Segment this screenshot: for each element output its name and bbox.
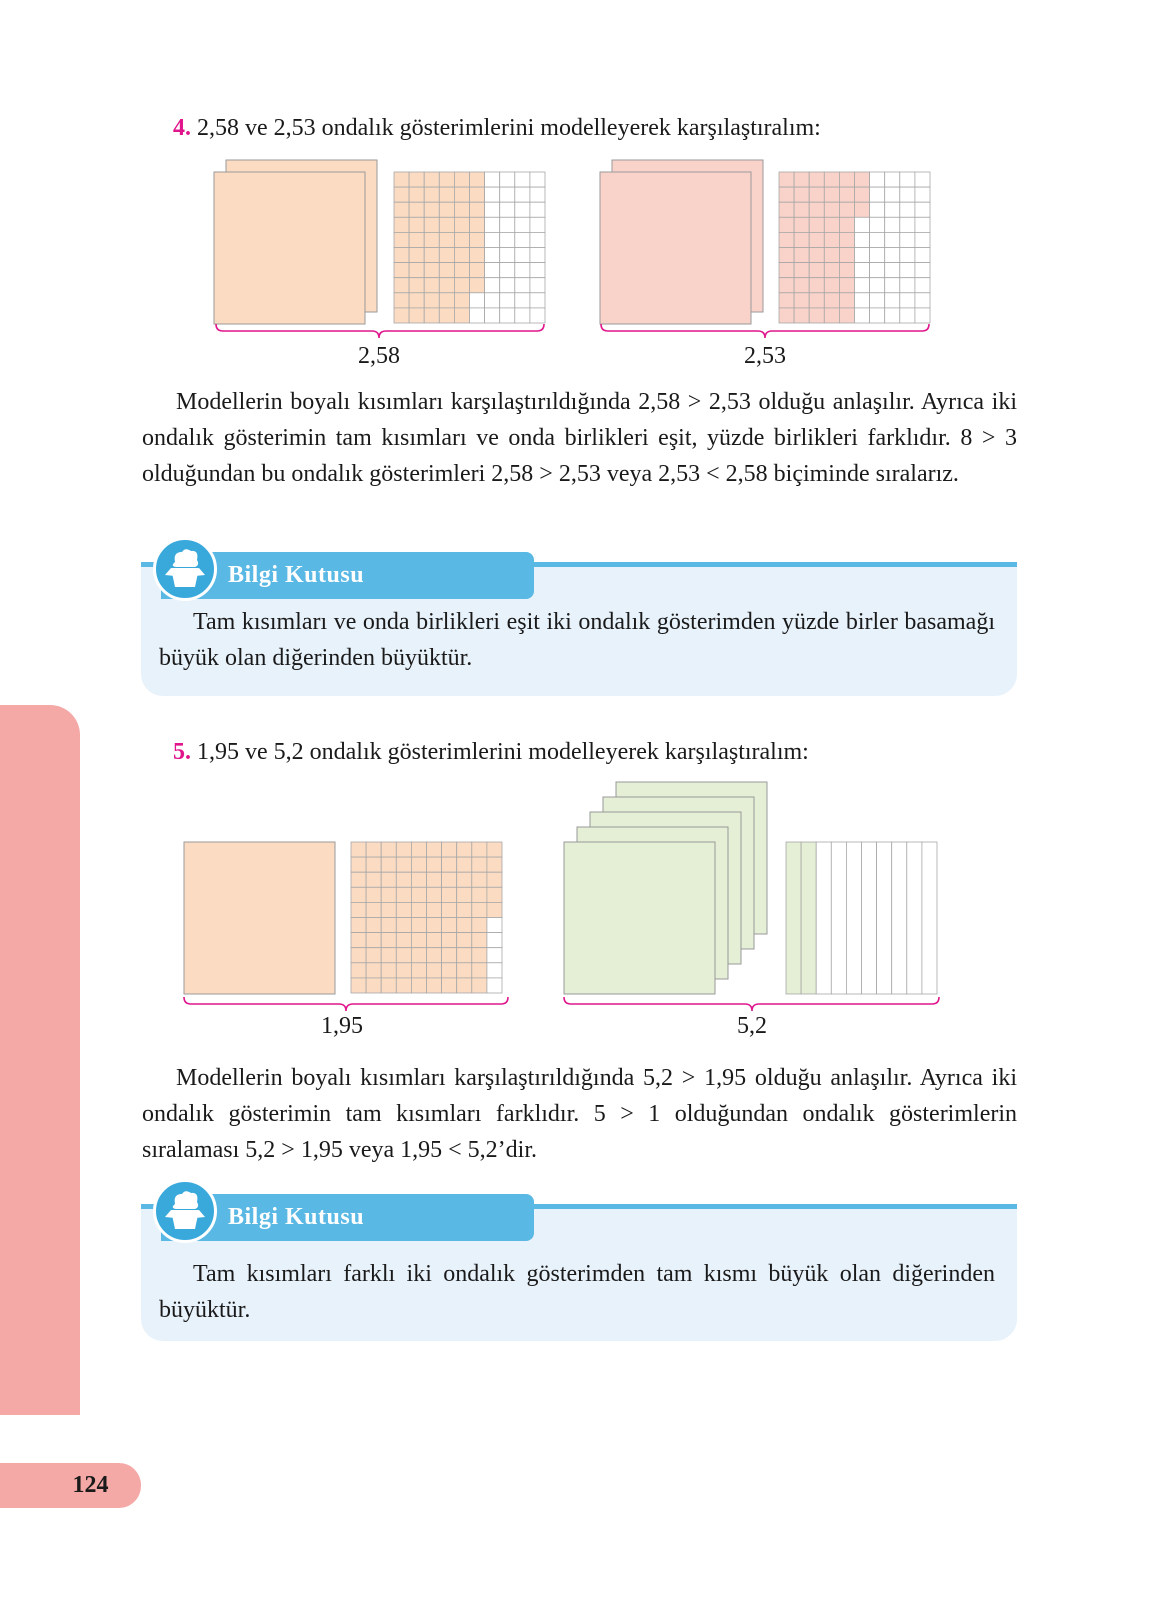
label-5-2: 5,2 — [737, 1013, 767, 1039]
tenth-strip — [877, 842, 892, 994]
label-2-53: 2,53 — [744, 343, 786, 369]
info-text: Tam kısımları farklı iki ondalık gösterimden tam kısmı büyük olan diğerinden büyüktür. — [159, 1261, 995, 1323]
question-text: 1,95 ve 5,2 ondalık gösterimlerini modelleyerek karşılaştıralım: — [191, 739, 809, 765]
tenth-strip — [907, 842, 922, 994]
question-number: 5. — [173, 739, 191, 765]
label-1-95: 1,95 — [321, 1013, 363, 1039]
tenth-strip — [846, 842, 861, 994]
q4-paragraph: Modellerin boyalı kısımları karşılaştırıldığında 2,58 > 2,53 olduğu anlaşılır. Ayrıca iki ondalık gösterimin tam kısımları ve onda birlikleri eşit, yüzde birlikleri farklıdır. 8 > 3 olduğundan bu ondalık gösterimleri 2,58 > 2,53 veya 2,53 < 2,58 biçiminde sıralarız. — [142, 389, 1017, 487]
tenth-strip — [922, 842, 937, 994]
tenth-strip — [862, 842, 877, 994]
brain-box-icon — [153, 1179, 217, 1243]
tenth-strip — [786, 842, 801, 994]
q5-paragraph: Modellerin boyalı kısımları karşılaştırıldığında 5,2 > 1,95 olduğu anlaşılır. Ayrıca iki ondalık gösterimin tam kısımları farklıdır. 5 > 1 olduğundan ondalık gösterimlerin sıralaması 5,2 > 1,95 veya 1,95 < 5,2’dir. — [142, 1065, 1017, 1163]
info-box — [141, 1204, 1017, 1341]
tenth-strip — [831, 842, 846, 994]
tenth-strip — [892, 842, 907, 994]
info-title: Bilgi Kutusu — [228, 562, 365, 588]
info-title: Bilgi Kutusu — [228, 1204, 365, 1230]
page-number: 124 — [0, 1463, 141, 1508]
question-text: 2,58 ve 2,53 ondalık gösterimlerini modelleyerek karşılaştıralım: — [191, 115, 821, 141]
curly-brace — [564, 997, 939, 1011]
tenth-strip — [801, 842, 816, 994]
label-2-58: 2,58 — [358, 343, 400, 369]
whole-square — [564, 842, 715, 994]
whole-stack — [564, 782, 767, 994]
tenth-strip — [816, 842, 831, 994]
question-number: 4. — [173, 115, 191, 141]
tenths-strips — [786, 842, 937, 994]
info-text: Tam kısımları ve onda birlikleri eşit iki ondalık gösterimden yüzde birler basamağı büyük olan diğerinden büyüktür. — [159, 609, 995, 671]
